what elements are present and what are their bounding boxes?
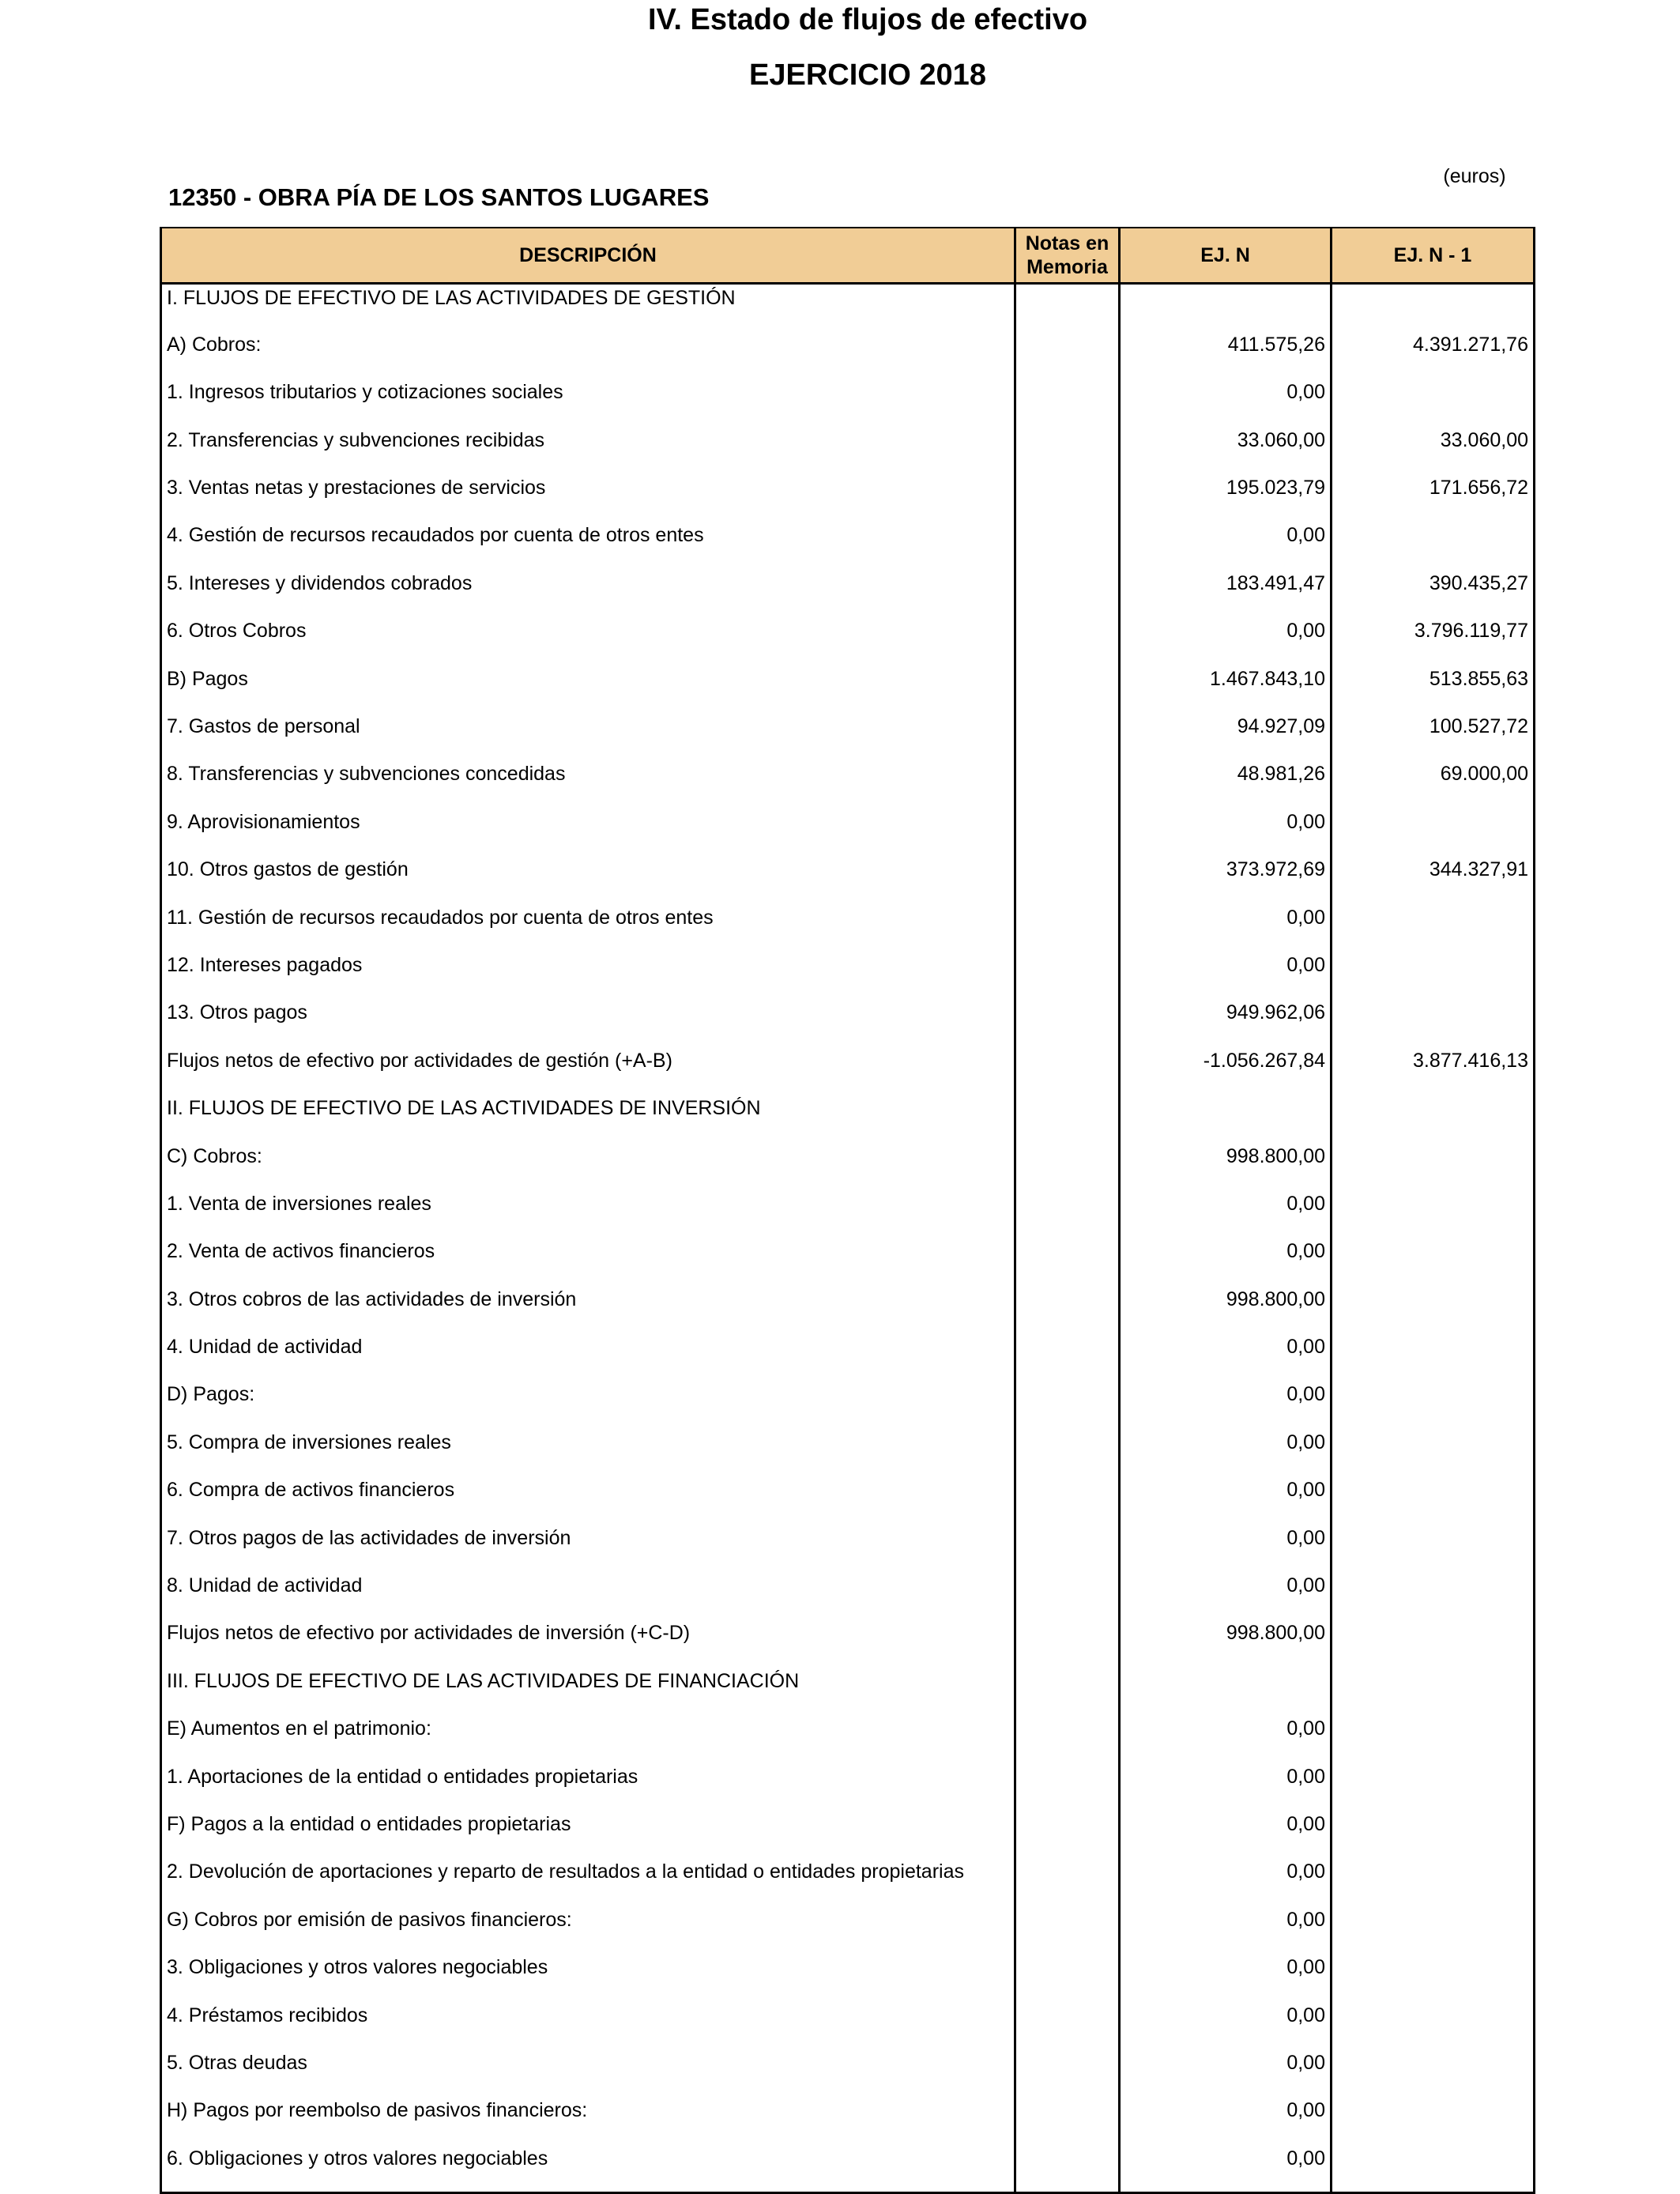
row-value-previous-year xyxy=(1332,1190,1535,1238)
row-value-previous-year: 171.656,72 xyxy=(1332,474,1535,522)
row-description: Flujos netos de efectivo por actividades de inversión (+C-D) xyxy=(161,1619,1015,1667)
row-value-current-year: 0,00 xyxy=(1120,1381,1332,1428)
row-description: 5. Intereses y dividendos cobrados xyxy=(161,570,1015,617)
row-notes xyxy=(1015,1668,1120,1715)
row-description: II. FLUJOS DE EFECTIVO DE LAS ACTIVIDADES DE INVERSIÓN xyxy=(161,1095,1015,1142)
row-description: 4. Préstamos recibidos xyxy=(161,2002,1015,2049)
row-notes xyxy=(1015,1858,1120,1906)
row-notes xyxy=(1015,952,1120,999)
table-row xyxy=(161,760,1535,808)
row-value-previous-year xyxy=(1332,1668,1535,1715)
row-description: 3. Otros cobros de las actividades de inversión xyxy=(161,1286,1015,1333)
row-description: C) Cobros: xyxy=(161,1143,1015,1190)
table-row xyxy=(161,1095,1535,1142)
table-row xyxy=(161,2145,1535,2192)
row-value-previous-year xyxy=(1332,904,1535,952)
row-description: F) Pagos a la entidad o entidades propietarias xyxy=(161,1811,1015,1858)
row-notes xyxy=(1015,1811,1120,1858)
row-notes xyxy=(1015,1715,1120,1762)
table-row xyxy=(161,1333,1535,1381)
table-row xyxy=(161,999,1535,1046)
row-value-previous-year xyxy=(1332,1858,1535,1906)
row-value-current-year: 33.060,00 xyxy=(1120,427,1332,474)
row-description: 11. Gestión de recursos recaudados por cuenta de otros entes xyxy=(161,904,1015,952)
table-body xyxy=(161,284,1535,2193)
row-value-current-year: 0,00 xyxy=(1120,1763,1332,1811)
row-notes xyxy=(1015,1954,1120,2001)
table-row xyxy=(161,1572,1535,1619)
row-value-previous-year: 100.527,72 xyxy=(1332,713,1535,760)
row-value-previous-year: 513.855,63 xyxy=(1332,665,1535,713)
column-header-previous-year: EJ. N - 1 xyxy=(1332,228,1535,284)
row-value-previous-year xyxy=(1332,1381,1535,1428)
table-row xyxy=(161,2049,1535,2097)
row-notes xyxy=(1015,1619,1120,1667)
table-row xyxy=(161,952,1535,999)
row-notes xyxy=(1015,1476,1120,1524)
row-value-previous-year xyxy=(1332,999,1535,1046)
entity-name: 12350 - OBRA PÍA DE LOS SANTOS LUGARES xyxy=(168,183,710,211)
table-row xyxy=(161,427,1535,474)
row-value-current-year: 0,00 xyxy=(1120,1238,1332,1285)
row-description: 7. Otros pagos de las actividades de inversión xyxy=(161,1525,1015,1572)
row-value-previous-year: 344.327,91 xyxy=(1332,856,1535,903)
row-description: 2. Devolución de aportaciones y reparto de resultados a la entidad o entidades propietarias xyxy=(161,1858,1015,1906)
row-description: 6. Obligaciones y otros valores negociables xyxy=(161,2145,1015,2192)
row-notes xyxy=(1015,665,1120,713)
page-title: IV. Estado de flujos de efectivo xyxy=(647,3,1088,36)
table-row xyxy=(161,1476,1535,1524)
table-row xyxy=(161,1811,1535,1858)
row-notes xyxy=(1015,1525,1120,1572)
column-header-notes xyxy=(1015,228,1120,284)
fiscal-year-title: EJERCICIO 2018 xyxy=(749,58,986,92)
row-notes xyxy=(1015,427,1120,474)
row-value-previous-year xyxy=(1332,1333,1535,1381)
row-value-previous-year: 69.000,00 xyxy=(1332,760,1535,808)
row-value-current-year: 0,00 xyxy=(1120,2002,1332,2049)
row-value-previous-year: 3.796.119,77 xyxy=(1332,617,1535,665)
row-notes xyxy=(1015,1286,1120,1333)
row-value-previous-year xyxy=(1332,1763,1535,1811)
row-description: 5. Compra de inversiones reales xyxy=(161,1429,1015,1476)
table-row xyxy=(161,1906,1535,1954)
row-value-previous-year xyxy=(1332,2145,1535,2192)
row-value-current-year: 998.800,00 xyxy=(1120,1619,1332,1667)
row-value-current-year: 94.927,09 xyxy=(1120,713,1332,760)
row-value-previous-year: 33.060,00 xyxy=(1332,427,1535,474)
row-value-current-year xyxy=(1120,1668,1332,1715)
table-row xyxy=(161,522,1535,569)
table-row xyxy=(161,1668,1535,1715)
row-value-previous-year xyxy=(1332,1715,1535,1762)
row-description: I. FLUJOS DE EFECTIVO DE LAS ACTIVIDADES DE GESTIÓN xyxy=(161,284,1015,331)
row-notes xyxy=(1015,474,1120,522)
row-notes xyxy=(1015,617,1120,665)
row-value-previous-year: 3.877.416,13 xyxy=(1332,1047,1535,1095)
row-value-current-year: 183.491,47 xyxy=(1120,570,1332,617)
row-description: 1. Aportaciones de la entidad o entidades propietarias xyxy=(161,1763,1015,1811)
row-value-current-year: 0,00 xyxy=(1120,617,1332,665)
row-notes xyxy=(1015,1333,1120,1381)
row-notes xyxy=(1015,2049,1120,2097)
table-row xyxy=(161,2097,1535,2144)
row-description: Flujos netos de efectivo por actividades de gestión (+A-B) xyxy=(161,1047,1015,1095)
row-value-previous-year xyxy=(1332,1811,1535,1858)
row-description: 4. Unidad de actividad xyxy=(161,1333,1015,1381)
row-value-current-year xyxy=(1120,1095,1332,1142)
row-value-previous-year xyxy=(1332,1619,1535,1667)
row-notes xyxy=(1015,2002,1120,2049)
row-value-previous-year xyxy=(1332,952,1535,999)
row-value-current-year: 373.972,69 xyxy=(1120,856,1332,903)
row-value-current-year: 0,00 xyxy=(1120,522,1332,569)
row-description: 2. Transferencias y subvenciones recibidas xyxy=(161,427,1015,474)
row-description: 9. Aprovisionamientos xyxy=(161,809,1015,856)
table-row xyxy=(161,2002,1535,2049)
row-description: A) Cobros: xyxy=(161,331,1015,379)
table-row xyxy=(161,1238,1535,1285)
row-value-current-year: 0,00 xyxy=(1120,809,1332,856)
row-value-current-year: 0,00 xyxy=(1120,1811,1332,1858)
row-notes xyxy=(1015,570,1120,617)
row-value-previous-year xyxy=(1332,1429,1535,1476)
row-value-current-year: 0,00 xyxy=(1120,379,1332,426)
row-value-previous-year xyxy=(1332,2097,1535,2144)
table-row xyxy=(161,1143,1535,1190)
row-notes xyxy=(1015,1763,1120,1811)
table-row xyxy=(161,1190,1535,1238)
row-notes xyxy=(1015,713,1120,760)
row-value-current-year: 1.467.843,10 xyxy=(1120,665,1332,713)
row-description: D) Pagos: xyxy=(161,1381,1015,1428)
row-notes xyxy=(1015,809,1120,856)
row-value-current-year: 0,00 xyxy=(1120,952,1332,999)
table-row xyxy=(161,617,1535,665)
row-value-current-year: 411.575,26 xyxy=(1120,331,1332,379)
row-value-previous-year xyxy=(1332,1286,1535,1333)
row-value-current-year: 0,00 xyxy=(1120,1333,1332,1381)
row-description: 10. Otros gastos de gestión xyxy=(161,856,1015,903)
row-description: 4. Gestión de recursos recaudados por cuenta de otros entes xyxy=(161,522,1015,569)
row-value-current-year: 949.962,06 xyxy=(1120,999,1332,1046)
row-description: 1. Venta de inversiones reales xyxy=(161,1190,1015,1238)
row-notes xyxy=(1015,2145,1120,2192)
table-header-row xyxy=(161,228,1535,284)
row-value-previous-year xyxy=(1332,1143,1535,1190)
row-notes xyxy=(1015,856,1120,903)
row-value-current-year: 0,00 xyxy=(1120,1572,1332,1619)
row-notes xyxy=(1015,1095,1120,1142)
table-row xyxy=(161,1429,1535,1476)
row-value-current-year: 0,00 xyxy=(1120,904,1332,952)
row-notes xyxy=(1015,1381,1120,1428)
table-row xyxy=(161,1763,1535,1811)
row-value-current-year: 0,00 xyxy=(1120,1429,1332,1476)
row-description: 2. Venta de activos financieros xyxy=(161,1238,1015,1285)
column-header-notes-line1: Notas en xyxy=(1025,232,1109,254)
row-notes xyxy=(1015,1190,1120,1238)
row-value-current-year xyxy=(1120,284,1332,331)
cash-flow-table xyxy=(160,227,1535,2194)
row-value-previous-year xyxy=(1332,1954,1535,2001)
currency-units-label: (euros) xyxy=(1443,165,1506,187)
table-row xyxy=(161,1381,1535,1428)
table-row xyxy=(161,284,1535,331)
row-value-current-year: 0,00 xyxy=(1120,2145,1332,2192)
row-value-previous-year xyxy=(1332,1476,1535,1524)
row-value-current-year: 0,00 xyxy=(1120,1476,1332,1524)
column-header-description: DESCRIPCIÓN xyxy=(161,228,1015,284)
row-value-previous-year xyxy=(1332,1095,1535,1142)
row-value-previous-year xyxy=(1332,1906,1535,1954)
row-value-current-year: 0,00 xyxy=(1120,1906,1332,1954)
row-description: 3. Ventas netas y prestaciones de servicios xyxy=(161,474,1015,522)
row-value-current-year: 0,00 xyxy=(1120,1858,1332,1906)
row-value-previous-year xyxy=(1332,2002,1535,2049)
row-notes xyxy=(1015,1906,1120,1954)
row-description: 6. Otros Cobros xyxy=(161,617,1015,665)
row-notes xyxy=(1015,1047,1120,1095)
column-header-notes-line2: Memoria xyxy=(1026,256,1108,278)
row-value-current-year: 0,00 xyxy=(1120,1954,1332,2001)
row-notes xyxy=(1015,379,1120,426)
row-description: E) Aumentos en el patrimonio: xyxy=(161,1715,1015,1762)
row-value-current-year: 195.023,79 xyxy=(1120,474,1332,522)
table-row xyxy=(161,1286,1535,1333)
row-description: H) Pagos por reembolso de pasivos financieros: xyxy=(161,2097,1015,2144)
row-notes xyxy=(1015,2097,1120,2144)
table-row xyxy=(161,1619,1535,1667)
table-row xyxy=(161,1858,1535,1906)
row-value-current-year: 0,00 xyxy=(1120,2097,1332,2144)
row-notes xyxy=(1015,760,1120,808)
row-value-current-year: 0,00 xyxy=(1120,1190,1332,1238)
row-description: 13. Otros pagos xyxy=(161,999,1015,1046)
row-notes xyxy=(1015,904,1120,952)
row-description: 3. Obligaciones y otros valores negociables xyxy=(161,1954,1015,2001)
table-row xyxy=(161,809,1535,856)
row-description: 6. Compra de activos financieros xyxy=(161,1476,1015,1524)
row-notes xyxy=(1015,1429,1120,1476)
row-value-previous-year xyxy=(1332,1238,1535,1285)
row-value-current-year: 998.800,00 xyxy=(1120,1143,1332,1190)
table-row xyxy=(161,713,1535,760)
row-value-previous-year: 390.435,27 xyxy=(1332,570,1535,617)
row-notes xyxy=(1015,284,1120,331)
table-row xyxy=(161,1715,1535,1762)
row-value-previous-year xyxy=(1332,2049,1535,2097)
row-value-current-year: -1.056.267,84 xyxy=(1120,1047,1332,1095)
row-notes xyxy=(1015,1572,1120,1619)
table-row xyxy=(161,856,1535,903)
table-row xyxy=(161,331,1535,379)
table-row xyxy=(161,379,1535,426)
row-description: 12. Intereses pagados xyxy=(161,952,1015,999)
row-value-current-year: 0,00 xyxy=(1120,2049,1332,2097)
row-description: 7. Gastos de personal xyxy=(161,713,1015,760)
row-description: 5. Otras deudas xyxy=(161,2049,1015,2097)
row-value-current-year: 0,00 xyxy=(1120,1715,1332,1762)
row-value-previous-year xyxy=(1332,1525,1535,1572)
row-notes xyxy=(1015,1143,1120,1190)
row-description: 1. Ingresos tributarios y cotizaciones sociales xyxy=(161,379,1015,426)
row-value-current-year: 0,00 xyxy=(1120,1525,1332,1572)
table-row xyxy=(161,474,1535,522)
column-header-current-year: EJ. N xyxy=(1120,228,1332,284)
row-notes xyxy=(1015,331,1120,379)
row-value-current-year: 48.981,26 xyxy=(1120,760,1332,808)
table-row xyxy=(161,1954,1535,2001)
row-description: B) Pagos xyxy=(161,665,1015,713)
row-notes xyxy=(1015,522,1120,569)
table-row xyxy=(161,570,1535,617)
row-value-previous-year xyxy=(1332,809,1535,856)
row-notes xyxy=(1015,999,1120,1046)
row-value-previous-year: 4.391.271,76 xyxy=(1332,331,1535,379)
row-notes xyxy=(1015,1238,1120,1285)
row-description: III. FLUJOS DE EFECTIVO DE LAS ACTIVIDADES DE FINANCIACIÓN xyxy=(161,1668,1015,1715)
table-row xyxy=(161,665,1535,713)
row-value-previous-year xyxy=(1332,522,1535,569)
table-row xyxy=(161,1525,1535,1572)
row-description: 8. Unidad de actividad xyxy=(161,1572,1015,1619)
row-value-current-year: 998.800,00 xyxy=(1120,1286,1332,1333)
row-description: G) Cobros por emisión de pasivos financieros: xyxy=(161,1906,1015,1954)
row-value-previous-year xyxy=(1332,284,1535,331)
table-row xyxy=(161,1047,1535,1095)
table-row xyxy=(161,904,1535,952)
row-description: 8. Transferencias y subvenciones concedidas xyxy=(161,760,1015,808)
row-value-previous-year xyxy=(1332,1572,1535,1619)
row-value-previous-year xyxy=(1332,379,1535,426)
